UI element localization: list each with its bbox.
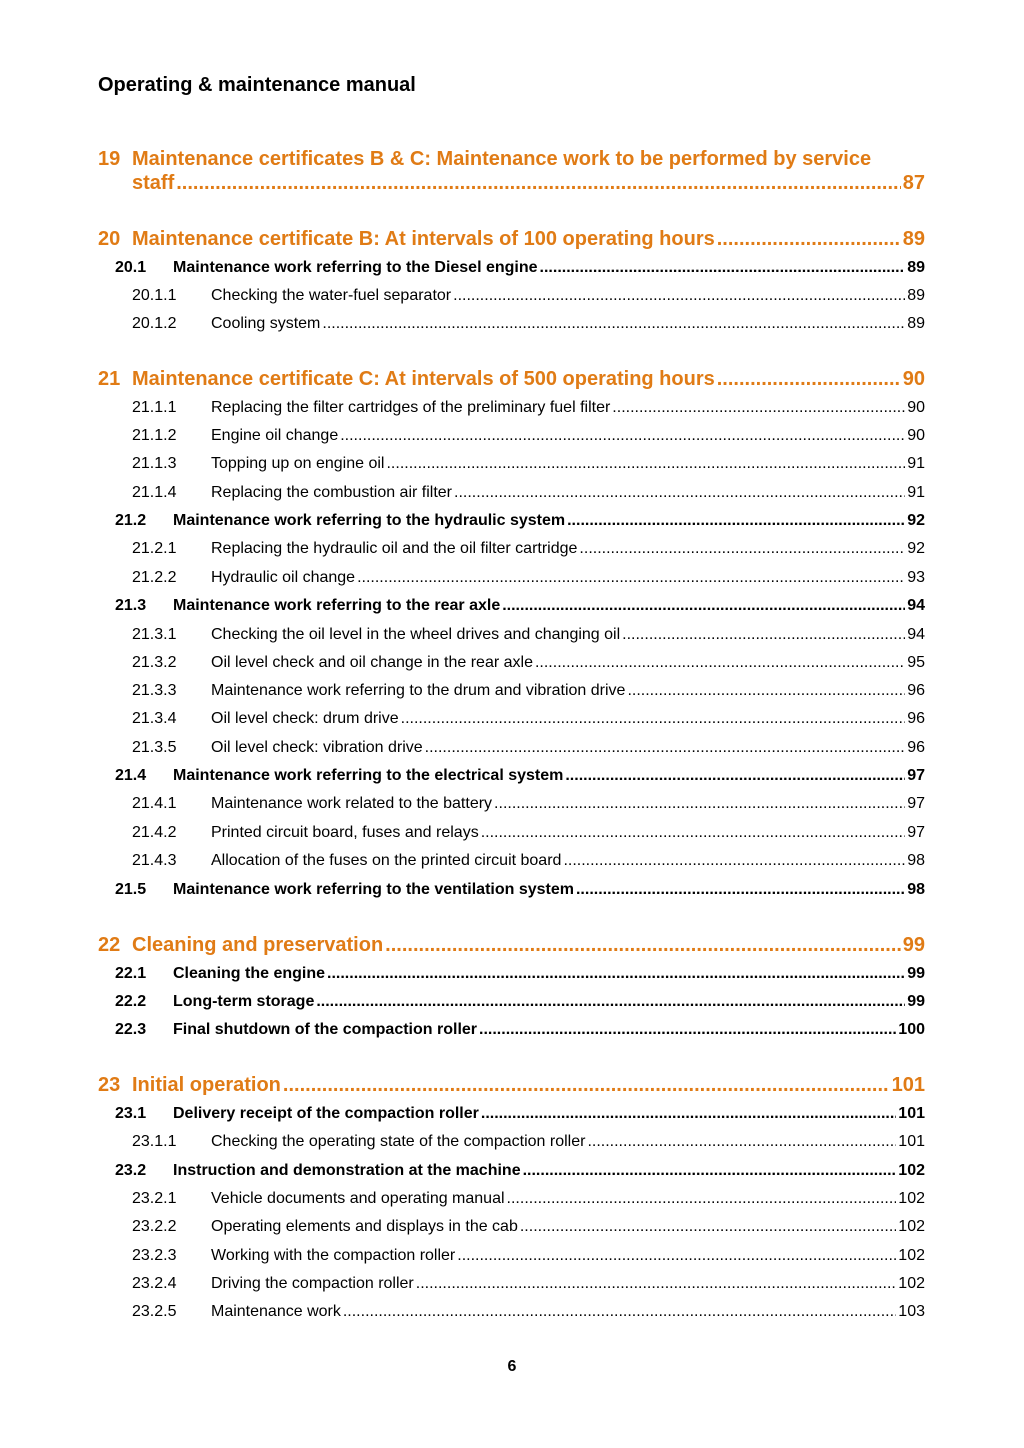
- dot-leader: [502, 597, 905, 615]
- toc-page-number: 94: [907, 597, 925, 614]
- toc-entry-22-2[interactable]: [0, 993, 1024, 1011]
- dot-leader: [563, 852, 905, 870]
- toc-page-number: 103: [898, 1303, 925, 1320]
- toc-entry-title: Oil level check: vibration drive: [211, 739, 423, 756]
- toc-entry-21-1-1[interactable]: [0, 399, 1024, 417]
- toc-entry-20[interactable]: [0, 228, 1024, 251]
- toc-entry-22[interactable]: [0, 934, 1024, 957]
- toc-entry-title: Working with the compaction roller: [211, 1247, 456, 1264]
- toc-entry-title: Instruction and demonstration at the machine: [173, 1162, 521, 1179]
- toc-entry-title: Replacing the filter cartridges of the preliminary fuel filter: [211, 399, 611, 416]
- toc-entry-number: 21.4.3: [132, 852, 177, 869]
- toc-entry-23-2-4[interactable]: [0, 1275, 1024, 1293]
- toc-page-number: 96: [907, 710, 925, 727]
- dot-leader: [481, 1105, 896, 1123]
- toc-entry-21-2-1[interactable]: [0, 540, 1024, 558]
- toc-page-number: 102: [898, 1275, 925, 1292]
- toc-entry-number: 21.3.2: [132, 654, 177, 671]
- toc-entry-title: Maintenance work referring to the drum and vibration drive: [211, 682, 626, 699]
- dot-leader: [283, 1074, 890, 1097]
- toc-entry-number: 23.2.1: [132, 1190, 177, 1207]
- toc-entry-number: 21.4: [115, 767, 147, 784]
- toc-page-number: 89: [907, 315, 925, 332]
- dot-leader: [343, 1303, 896, 1321]
- toc-entry-23-2[interactable]: [0, 1162, 1024, 1180]
- toc-entry-21-3-3[interactable]: [0, 682, 1024, 700]
- toc-entry-number: 22.1: [115, 965, 147, 982]
- toc-page-number: 93: [907, 569, 925, 586]
- toc-page-number: 90: [907, 427, 925, 444]
- toc-entry-number: 23.2: [115, 1162, 147, 1179]
- toc-entry-number: 21.3.4: [132, 710, 177, 727]
- toc-entry-title: Checking the operating state of the compaction roller: [211, 1133, 586, 1150]
- toc-entry-number: 21.1.3: [132, 455, 177, 472]
- toc-entry-21-2-2[interactable]: [0, 569, 1024, 587]
- toc-entry-title: Cleaning and preservation: [132, 934, 384, 956]
- toc-page-number: 102: [898, 1247, 925, 1264]
- toc-page-number: 102: [898, 1162, 925, 1179]
- toc-entry-21-2[interactable]: [0, 512, 1024, 530]
- toc-entry-title: Checking the water-fuel separator: [211, 287, 452, 304]
- toc-entry-number: 23.2.5: [132, 1303, 177, 1320]
- dot-leader: [327, 965, 905, 983]
- toc-entry-number: 21: [98, 368, 121, 390]
- toc-entry-title: Initial operation: [132, 1074, 281, 1096]
- toc-entry-number: 21.1.4: [132, 484, 177, 501]
- toc-entry-21-1-3[interactable]: [0, 455, 1024, 473]
- toc-entry-number: 23.2.3: [132, 1247, 177, 1264]
- dot-leader: [385, 934, 901, 957]
- toc-entry-title: Long-term storage: [173, 993, 315, 1010]
- toc-entry-number: 23: [98, 1074, 121, 1096]
- toc-entry-21-4-2[interactable]: [0, 824, 1024, 842]
- toc-entry-number: 21.1.1: [132, 399, 177, 416]
- toc-entry-title: Maintenance work referring to the Diesel engine: [173, 259, 538, 276]
- toc-entry-title: Engine oil change: [211, 427, 339, 444]
- toc-entry-23[interactable]: [0, 1074, 1024, 1097]
- toc-entry-title: Maintenance work referring to the rear axle: [173, 597, 501, 614]
- toc-page-number: 91: [907, 455, 925, 472]
- toc-entry-title: Maintenance work referring to the hydraulic system: [173, 512, 566, 529]
- toc-page-number: 97: [907, 824, 925, 841]
- toc-entry-title: Topping up on engine oil: [211, 455, 385, 472]
- toc-entry-number: 19: [98, 148, 121, 170]
- toc-entry-title: Vehicle documents and operating manual: [211, 1190, 505, 1207]
- toc-entry-number: 20.1.2: [132, 315, 177, 332]
- dot-leader: [717, 228, 901, 251]
- toc-entry-title: Printed circuit board, fuses and relays: [211, 824, 479, 841]
- dot-leader: [587, 1133, 896, 1151]
- toc-entry-20-1-1[interactable]: [0, 287, 1024, 305]
- toc-entry-title: Cleaning the engine: [173, 965, 326, 982]
- toc-entry-title: Maintenance work referring to the ventilation system: [173, 881, 574, 898]
- toc-entry-title: Operating elements and displays in the cab: [211, 1218, 518, 1235]
- toc-entry-number: 21.2.1: [132, 540, 177, 557]
- toc-entry-title: Allocation of the fuses on the printed circuit board: [211, 852, 562, 869]
- toc-entry-23-2-2[interactable]: [0, 1218, 1024, 1236]
- dot-leader: [523, 1162, 897, 1180]
- toc-page-number: 97: [907, 795, 925, 812]
- dot-leader: [540, 259, 906, 277]
- toc-page-number: 100: [898, 1021, 925, 1038]
- toc-entry-title: Maintenance certificate B: At intervals of 100 operating hours: [132, 228, 715, 250]
- toc-entry-number: 22.2: [115, 993, 147, 1010]
- toc-entry-20-1[interactable]: [0, 259, 1024, 277]
- dot-leader: [416, 1275, 897, 1293]
- dot-leader: [340, 427, 905, 445]
- toc-entry-number: 23.1.1: [132, 1133, 177, 1150]
- dot-leader: [717, 368, 901, 391]
- toc-entry-21-3-5[interactable]: [0, 739, 1024, 757]
- dot-leader: [454, 484, 905, 502]
- toc-entry-21-3-2[interactable]: [0, 654, 1024, 672]
- toc-entry-21-4-3[interactable]: [0, 852, 1024, 870]
- dot-leader: [612, 399, 905, 417]
- dot-leader: [457, 1247, 896, 1265]
- toc-entry-21[interactable]: [0, 368, 1024, 391]
- toc-page-number: 98: [907, 881, 925, 898]
- toc-entry-number: 20.1.1: [132, 287, 177, 304]
- toc-entry-21-4-1[interactable]: [0, 795, 1024, 813]
- toc-entry-title: Hydraulic oil change: [211, 569, 356, 586]
- toc-entry-20-1-2[interactable]: [0, 315, 1024, 333]
- toc-entry-21-4[interactable]: [0, 767, 1024, 785]
- toc-entry-title[interactable]: Maintenance certificates B & C: Maintenance work to be performed by service: [132, 148, 872, 170]
- dot-leader: [507, 1190, 897, 1208]
- page-number: 6: [507, 1358, 517, 1375]
- toc-entry-22-1[interactable]: [0, 965, 1024, 983]
- toc-page-number: 102: [898, 1218, 925, 1235]
- toc-entry-number: 20.1: [115, 259, 147, 276]
- toc-entry-21-3-1[interactable]: [0, 626, 1024, 644]
- toc-entry-number: 21.2.2: [132, 569, 177, 586]
- dot-leader: [520, 1218, 896, 1236]
- toc-page-number: 101: [891, 1074, 925, 1096]
- dot-leader: [386, 455, 905, 473]
- dot-leader: [579, 540, 905, 558]
- toc-page-number: 99: [907, 993, 925, 1010]
- toc-entry-23-2-3[interactable]: [0, 1247, 1024, 1265]
- toc-entry-title-cont: staff: [132, 172, 175, 194]
- toc-entry-number: 23.1: [115, 1105, 147, 1122]
- dot-leader: [567, 512, 905, 530]
- toc-page-number: 94: [907, 626, 925, 643]
- toc-page-number: 92: [907, 540, 925, 557]
- toc-entry-title: Maintenance work: [211, 1303, 341, 1320]
- toc-entry-number: 21.3: [115, 597, 147, 614]
- dot-leader: [316, 993, 905, 1011]
- toc-page-number: 96: [907, 739, 925, 756]
- dot-leader: [627, 682, 905, 700]
- toc-entry-title: Replacing the hydraulic oil and the oil filter cartridge: [211, 540, 578, 557]
- toc-entry-title: Final shutdown of the compaction roller: [173, 1021, 478, 1038]
- toc-entry-title: Replacing the combustion air filter: [211, 484, 453, 501]
- toc-entry-number: 21.5: [115, 881, 147, 898]
- toc-entry-number: 21.3.5: [132, 739, 177, 756]
- dot-leader: [622, 626, 905, 644]
- toc-page-number: 102: [898, 1190, 925, 1207]
- toc-entry-22-3[interactable]: [0, 1021, 1024, 1039]
- dot-leader: [535, 654, 905, 672]
- toc-page-number: 90: [907, 399, 925, 416]
- toc-entry-title: Maintenance work related to the battery: [211, 795, 493, 812]
- toc-page-number: 89: [907, 287, 925, 304]
- toc-entry-number: 21.3.3: [132, 682, 177, 699]
- toc-entry-title: Delivery receipt of the compaction roller: [173, 1105, 479, 1122]
- dot-leader: [479, 1021, 896, 1039]
- toc-entry-number: 22.3: [115, 1021, 147, 1038]
- toc-entry-number: 22: [98, 934, 121, 956]
- toc-entry-title: Checking the oil level in the wheel drives and changing oil: [211, 626, 621, 643]
- toc-entry-number: 21.2: [115, 512, 147, 529]
- toc-entry-number: 23.2.2: [132, 1218, 177, 1235]
- toc-entry-title: Driving the compaction roller: [211, 1275, 414, 1292]
- toc-entry-title: Oil level check and oil change in the rear axle: [211, 654, 533, 671]
- toc-page-number: 101: [898, 1105, 925, 1122]
- toc-entry-21-5[interactable]: [0, 881, 1024, 899]
- toc-entry-title: Maintenance work referring to the electrical system: [173, 767, 564, 784]
- page-title: Operating & maintenance manual: [98, 74, 416, 96]
- toc-entry-19[interactable]: [132, 172, 925, 195]
- toc-entry-number: 21.4.2: [132, 824, 177, 841]
- dot-leader: [481, 824, 906, 842]
- toc-entry-number: 21.4.1: [132, 795, 177, 812]
- toc-entry-21-1-2[interactable]: [0, 427, 1024, 445]
- dot-leader: [357, 569, 905, 587]
- dot-leader: [565, 767, 905, 785]
- toc-page-number: 99: [907, 965, 925, 982]
- toc-page-number: 96: [907, 682, 925, 699]
- toc-entry-23-2-5[interactable]: [0, 1303, 1024, 1321]
- dot-leader: [453, 287, 905, 305]
- dot-leader: [425, 739, 906, 757]
- dot-leader: [576, 881, 905, 899]
- toc-entry-title: Cooling system: [211, 315, 321, 332]
- toc-entry-21-3[interactable]: [0, 597, 1024, 615]
- dot-leader: [176, 172, 901, 195]
- toc-entry-title: Maintenance certificate C: At intervals of 500 operating hours: [132, 368, 715, 390]
- toc-entry-23-1-1[interactable]: [0, 1133, 1024, 1151]
- toc-page-number: 97: [907, 767, 925, 784]
- dot-leader: [322, 315, 905, 333]
- toc-page-number: 89: [902, 228, 925, 250]
- dot-leader: [494, 795, 905, 813]
- toc-page-number: 99: [902, 934, 925, 956]
- toc-entry-21-3-4[interactable]: [0, 710, 1024, 728]
- toc-entry-title: Oil level check: drum drive: [211, 710, 399, 727]
- dot-leader: [401, 710, 906, 728]
- toc-page-number: 90: [902, 368, 925, 390]
- toc-page-number: 87: [902, 172, 925, 194]
- toc-page-number: 98: [907, 852, 925, 869]
- toc-page-number: 92: [907, 512, 925, 529]
- toc-entry-23-1[interactable]: [0, 1105, 1024, 1123]
- toc-entry-number: 21.1.2: [132, 427, 177, 444]
- toc-entry-number: 23.2.4: [132, 1275, 177, 1292]
- toc-page-number: 95: [907, 654, 925, 671]
- toc-page-number: 101: [898, 1133, 925, 1150]
- toc-entry-number: 20: [98, 228, 121, 250]
- toc-page-number: 89: [907, 259, 925, 276]
- toc-page-number: 91: [907, 484, 925, 501]
- toc-entry-23-2-1[interactable]: [0, 1190, 1024, 1208]
- toc-entry-21-1-4[interactable]: [0, 484, 1024, 502]
- toc-entry-number: 21.3.1: [132, 626, 177, 643]
